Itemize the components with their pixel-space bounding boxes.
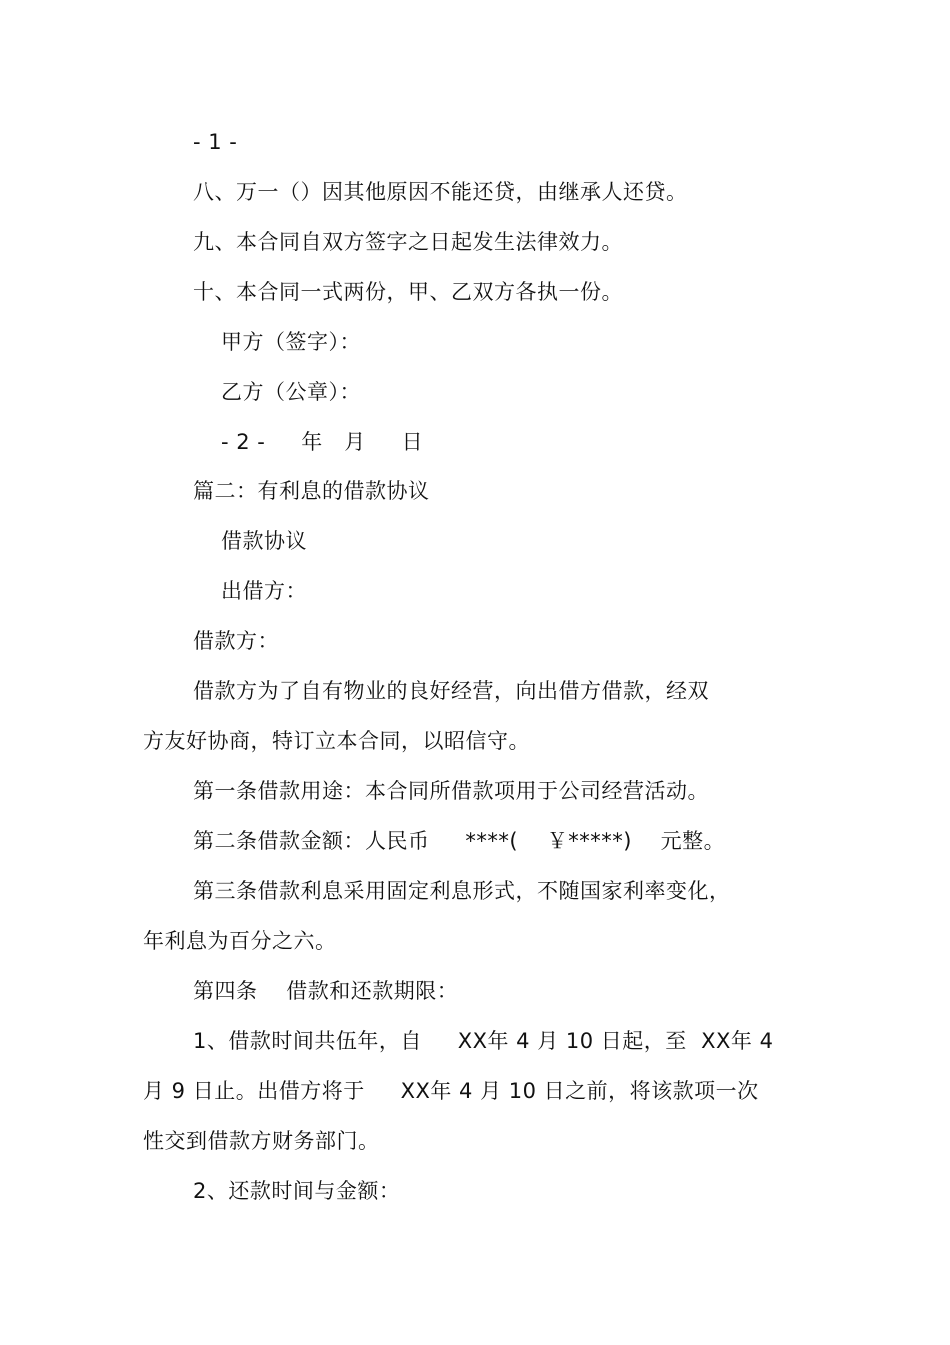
- clause-10: 十、本合同一式两份，甲、乙双方各执一份。: [193, 280, 623, 304]
- article-1: 第一条借款用途：本合同所借款项用于公司经营活动。: [193, 779, 709, 803]
- lender-label: 出借方：: [221, 579, 307, 603]
- article-3-line-2: 年利息为百分之六。: [143, 929, 337, 953]
- clause-8: 八、万一（）因其他原因不能还贷，由继承人还贷。: [193, 180, 688, 204]
- clause-9: 九、本合同自双方签字之日起发生法律效力。: [193, 230, 623, 254]
- page-number-1: - 1 -: [193, 130, 238, 154]
- term-2-title: 2、还款时间与金额：: [193, 1179, 401, 1203]
- article-4-title: 第四条 借款和还款期限：: [193, 979, 459, 1003]
- preamble-line-2: 方友好协商，特订立本合同，以昭信守。: [143, 729, 530, 753]
- article-2: 第二条借款金额：人民币 ****( ￥*****) 元整。: [193, 829, 726, 853]
- term-1-line-3: 性交到借款方财务部门。: [143, 1129, 380, 1153]
- party-b-seal: 乙方（公章）：: [221, 380, 361, 404]
- agreement-title: 借款协议: [221, 529, 307, 553]
- preamble-line-1: 借款方为了自有物业的良好经营，向出借方借款，经双: [193, 679, 709, 703]
- borrower-label: 借款方：: [193, 629, 279, 653]
- term-1-line-2: 月 9 日止。出借方将于 XX年 4 月 10 日之前，将该款项一次: [143, 1079, 759, 1103]
- section-2-title: 篇二：有利息的借款协议: [193, 479, 430, 503]
- page-number-2-date: - 2 - 年 月 日: [221, 430, 424, 454]
- party-a-signature: 甲方（签字）：: [221, 330, 361, 354]
- term-1-line-1: 1、借款时间共伍年，自 XX年 4 月 10 日起，至 XX年 4: [193, 1029, 774, 1053]
- article-3-line-1: 第三条借款利息采用固定利息形式，不随国家利率变化，: [193, 879, 731, 903]
